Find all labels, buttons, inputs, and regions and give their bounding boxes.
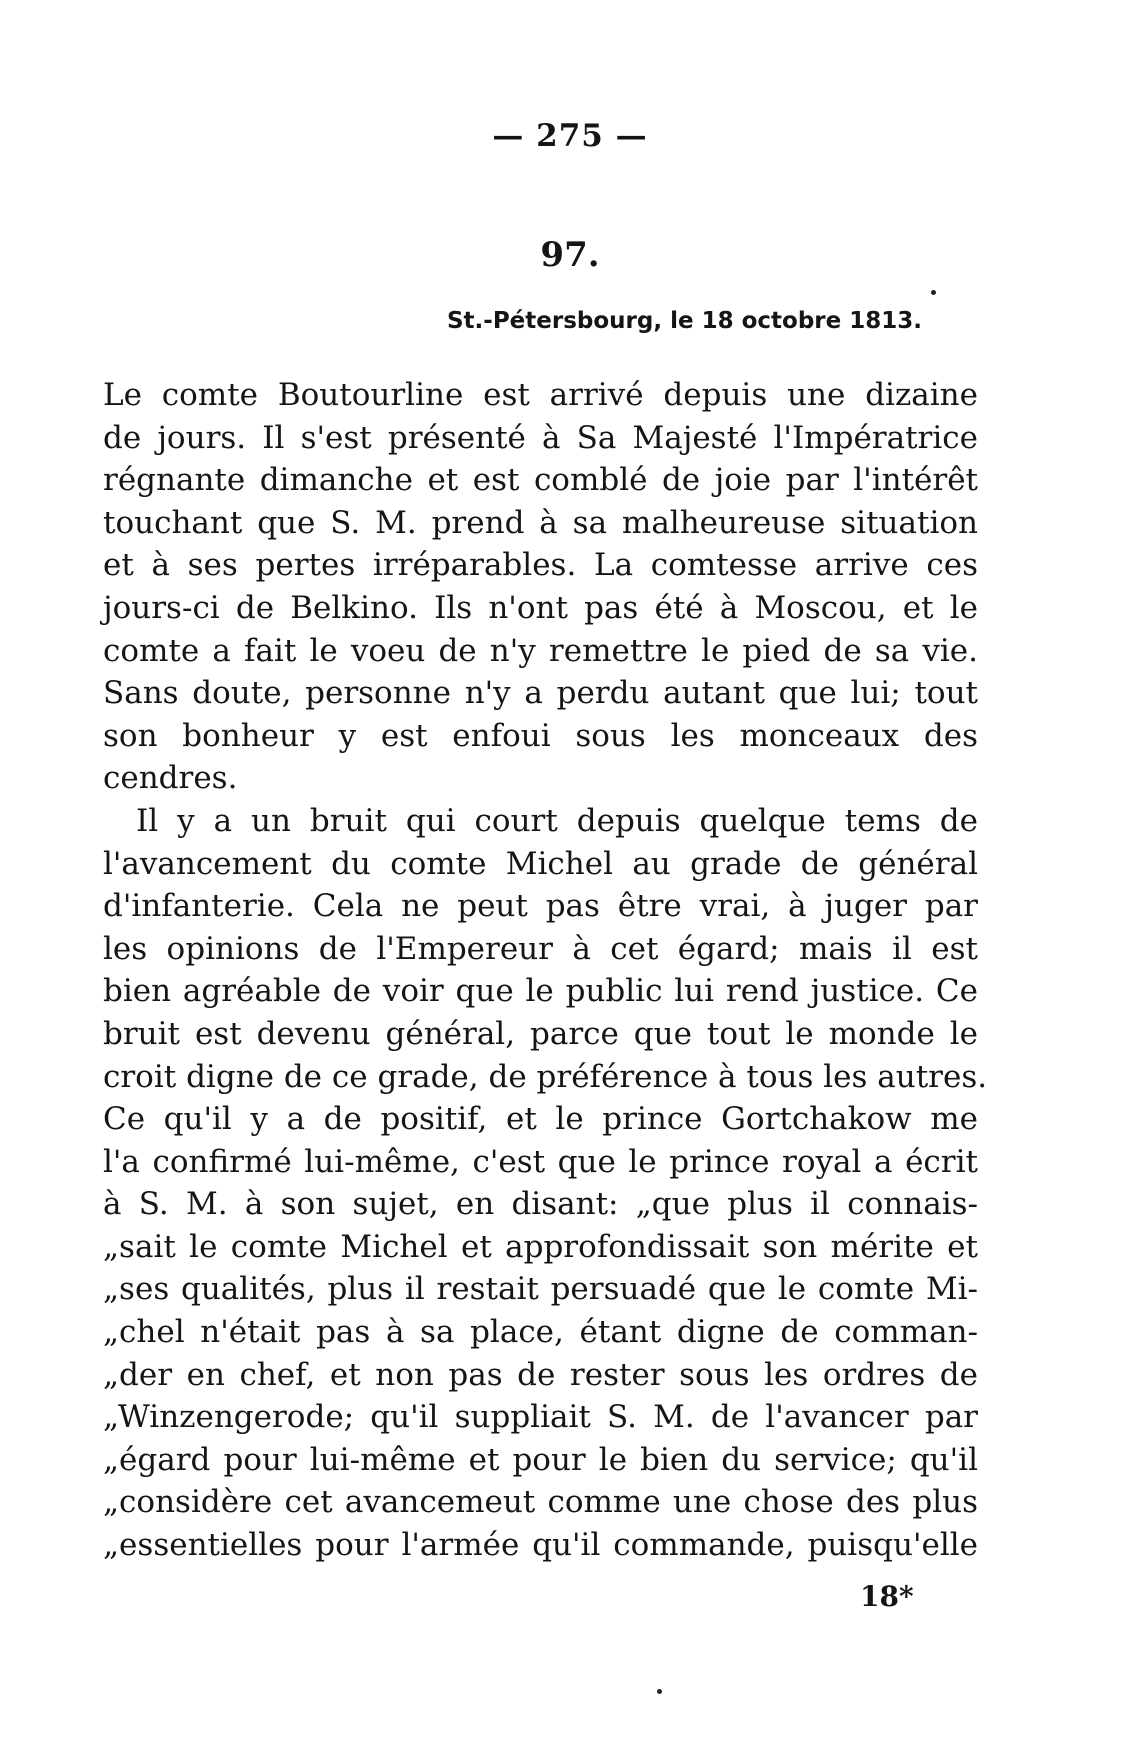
paragraph-1-line-1: Le comte Boutourline est arrivé depuis une dizaine — [103, 377, 978, 413]
paragraph-2-line-13: „chel n'était pas à sa place, étant digne de comman- — [103, 1314, 978, 1351]
body-text — [103, 374, 988, 1567]
paragraph-2-line-14: „der en chef, et non pas de rester sous les ordres de — [103, 1356, 978, 1393]
paragraph-1-line-5: et à ses pertes irréparables. La comtesse arrive ces — [103, 547, 978, 584]
paragraph-2-line-8: Ce qu'il y a de positif, et le prince Gortchakow me — [103, 1101, 978, 1138]
paragraph-2-line-15: „Winzengerode; qu'il suppliait S. M. de l'avancer par — [103, 1399, 978, 1436]
signature-mark: 18* — [860, 1580, 914, 1613]
paragraph-2-line-5: bien agréable de voir que le public lui rend justice. Ce — [103, 973, 978, 1010]
paragraph-2-line-3: d'infanterie. Cela ne peut pas être vrai, à juger par — [103, 888, 978, 925]
scan-speck-2 — [657, 1689, 662, 1694]
letter-number: 97. — [540, 235, 600, 275]
paragraph-1-line-9: son bonheur y est enfoui sous les monceaux des — [103, 717, 978, 754]
paragraph-2-line-12: „ses qualités, plus il restait persuadé que le comte Mi- — [103, 1271, 978, 1308]
paragraph-2-line-16: „égard pour lui-même et pour le bien du service; qu'il — [103, 1441, 978, 1478]
paragraph-2-line-11: „sait le comte Michel et approfondissait son mérite et — [103, 1228, 978, 1265]
paragraph-2-line-6: bruit est devenu général, parce que tout le monde le — [103, 1015, 978, 1052]
paragraph-2-line-1: Il y a un bruit qui court depuis quelque tems de — [136, 802, 978, 839]
paragraph-1-line-7: comte a fait le voeu de n'y remettre le pied de sa vie. — [103, 632, 978, 669]
paragraph-1-line-4: touchant que S. M. prend à sa malheureuse situation — [103, 504, 978, 541]
paragraph-2-line-7: croit digne de ce grade, de préférence à tous les autres. — [103, 1058, 988, 1095]
paragraph-2-line-4: les opinions de l'Empereur à cet égard; mais il est — [103, 930, 978, 967]
scan-speck-1 — [931, 290, 936, 295]
paragraph-2-line-17: „considère cet avancemeut comme une chose des plus — [103, 1484, 978, 1521]
paragraph-1-line-10: cendres. — [103, 760, 238, 797]
paragraph-2-line-2: l'avancement du comte Michel au grade de général — [103, 845, 978, 882]
paragraph-1-line-8: Sans doute, personne n'y a perdu autant que lui; tout — [103, 675, 978, 712]
paragraph-2-line-10: à S. M. à son sujet, en disant: „que plus il connais- — [103, 1186, 978, 1223]
page-number: — 275 — — [492, 118, 648, 154]
paragraph-1-line-6: jours-ci de Belkino. Ils n'ont pas été à Moscou, et le — [103, 589, 978, 626]
dateline: St.-Pétersbourg, le 18 octobre 1813. — [446, 308, 922, 334]
paragraph-2-line-18: „essentielles pour l'armée qu'il commande, puisqu'elle — [103, 1527, 978, 1564]
paragraph-1-line-2: de jours. Il s'est présenté à Sa Majesté l'Impératrice — [103, 419, 978, 456]
paragraph-1-line-3: régnante dimanche et est comblé de joie par l'intérêt — [103, 462, 978, 499]
paragraph-2-line-9: l'a confirmé lui-même, c'est que le prince royal a écrit — [103, 1143, 978, 1180]
